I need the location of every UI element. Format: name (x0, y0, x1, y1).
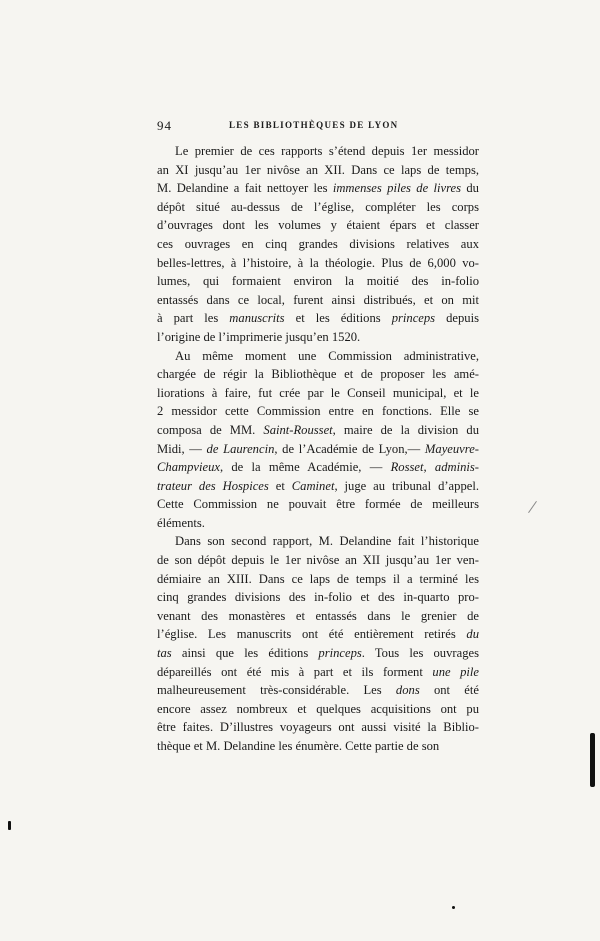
text-line (157, 718, 479, 737)
text-span: démiaire an XIII. Dans ce laps de temps il a terminé les (157, 571, 479, 586)
text-span: ont été (419, 683, 479, 698)
text-span: dépareillés ont été mis à part et ils forment (157, 664, 433, 679)
italic-span: du (466, 627, 479, 642)
text-span: M. Delandine a fait nettoyer les (157, 181, 333, 196)
text-line (157, 421, 479, 440)
text-span: depuis (435, 311, 479, 326)
paragraph (157, 142, 479, 347)
text-line (157, 570, 479, 589)
text-line (157, 161, 479, 180)
body-text (157, 142, 479, 756)
italic-span: Champvieux (157, 460, 220, 475)
text-span: belles-lettres, à l’histoire, à la théologie. Plus de 6,000 vo- (157, 255, 479, 270)
text-line (157, 179, 479, 198)
text-line (157, 644, 479, 663)
paragraph (157, 532, 479, 755)
text-span: Dans son second rapport, M. Delandine fait l’historique (175, 534, 479, 549)
italic-span: trateur des Hospices (157, 478, 269, 493)
text-span: 2 messidor cette Commission entre en fonctions. Elle se (157, 404, 479, 419)
text-span: et les éditions (284, 311, 392, 326)
italic-span: princeps (391, 311, 436, 326)
text-line (157, 458, 479, 477)
running-head: LES BIBLIOTHÈQUES DE LYON (229, 120, 399, 130)
text-span: thèque et M. Delandine les énumère. Cette partie de son (157, 739, 440, 753)
text-line (157, 737, 479, 756)
italic-span: princeps (318, 646, 362, 661)
text-line (157, 514, 479, 533)
text-span: entassés dans ce local, furent ainsi distribués, et on mit (157, 292, 479, 307)
text-span: de son dépôt depuis le 1er nivôse an XII jusqu’au 1er ven- (157, 553, 479, 568)
text-line (157, 235, 479, 254)
italic-span: Caminet (291, 478, 335, 493)
text-span: lumes, qui formaient environ la moitié des in-folio (157, 274, 479, 289)
italic-span: immenses piles de livres (332, 181, 462, 196)
scan-mark-margin-stroke (528, 501, 537, 513)
page-number: 94 (157, 118, 172, 133)
text-span: , de la même Académie, — (219, 460, 391, 475)
text-line (157, 663, 479, 682)
text-line (157, 532, 479, 551)
text-line (157, 198, 479, 217)
text-line (157, 216, 479, 235)
text-span: Cette Commission ne pouvait être formée de meilleurs (157, 497, 479, 512)
text-span: composa de MM. (157, 422, 264, 437)
italic-span: tas (157, 646, 172, 661)
text-span: dépôt situé au-dessus de l’église, compléter les corps (157, 199, 479, 214)
italic-span: une pile (432, 664, 479, 679)
text-span: , juge au tribunal d’appel. (334, 478, 479, 493)
text-line (157, 607, 479, 626)
text-span: an XI jusqu’au 1er nivôse an XII. Dans ce laps de temps, (157, 162, 479, 177)
text-line (157, 254, 479, 273)
italic-span: Saint-Rousset (263, 422, 333, 437)
text-span: ces ouvrages en cinq grandes divisions relatives aux (157, 236, 479, 251)
text-span: venant des monastères et entassés dans le grenier de (157, 608, 479, 623)
scan-mark-bottom (452, 906, 455, 909)
page-header (157, 118, 479, 134)
text-line (157, 700, 479, 719)
text-span: , de l’Académie de Lyon,— (274, 441, 425, 456)
text-line (157, 551, 479, 570)
text-line (157, 309, 479, 328)
text-span: être faites. D’illustres voyageurs ont aussi visité la Biblio- (157, 720, 479, 735)
text-span: d’ouvrages dont les volumes y étaient épars et classer (157, 218, 479, 233)
text-span: ainsi que les éditions (171, 646, 319, 661)
text-span: et (268, 478, 292, 493)
text-line (157, 384, 479, 403)
text-line (157, 328, 479, 347)
text-line (157, 347, 479, 366)
text-span: liorations à faire, fut crée par le Conseil municipal, et le (157, 385, 479, 400)
text-line (157, 291, 479, 310)
italic-span: manuscrits (229, 311, 285, 326)
scan-mark-right-edge (590, 733, 595, 787)
italic-span: de Laurencin (206, 441, 275, 456)
text-span: Le premier de ces rapports s’étend depuis 1er messidor (175, 144, 479, 158)
text-span: Midi, — (157, 441, 207, 456)
italic-span: dons (395, 683, 420, 698)
text-span: éléments. (157, 515, 205, 530)
text-line (157, 681, 479, 700)
text-span: malheureusement très-considérable. Les (157, 683, 396, 698)
text-span: , maire de la division du (332, 422, 479, 437)
text-line (157, 625, 479, 644)
text-line (157, 142, 479, 161)
paragraph (157, 347, 479, 533)
text-span: du (461, 181, 479, 196)
text-span: cinq grandes divisions des in-folio et des in-quarto pro- (157, 590, 479, 605)
text-line (157, 365, 479, 384)
text-line (157, 402, 479, 421)
text-span: l’origine de l’imprimerie jusqu’en 1520. (157, 329, 361, 344)
scan-mark-left-margin (8, 821, 11, 830)
text-span: encore assez nombreux et quelques acquisitions ont pu (157, 701, 479, 716)
text-line (157, 477, 479, 496)
text-line (157, 588, 479, 607)
italic-span: Rosset, adminis- (390, 460, 479, 475)
text-span: chargée de régir la Bibliothèque et de proposer les amé- (157, 367, 479, 382)
text-span: Au même moment une Commission administrative, (175, 348, 479, 363)
text-line (157, 440, 479, 459)
text-span: . Tous les ouvrages (361, 646, 479, 661)
italic-span: Mayeuvre- (424, 441, 479, 456)
text-line (157, 495, 479, 514)
text-span: à part les (157, 311, 230, 326)
text-line (157, 272, 479, 291)
text-span: l’église. Les manuscrits ont été entièrement retirés (157, 627, 467, 642)
